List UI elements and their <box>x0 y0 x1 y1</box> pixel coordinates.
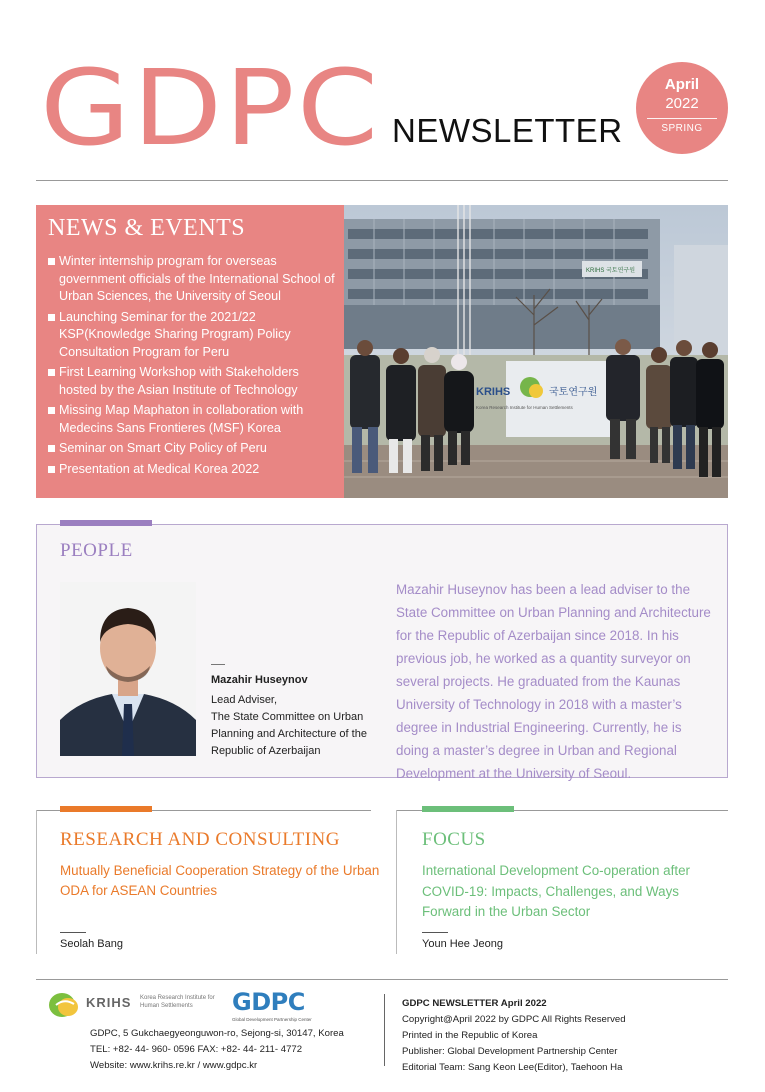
people-title: PEOPLE <box>60 540 133 561</box>
focus-author: Youn Hee Jeong <box>422 938 503 950</box>
focus-tab-bar <box>422 806 514 812</box>
research-title: RESEARCH AND CONSULTING <box>60 829 340 850</box>
research-article-link[interactable]: Mutually Beneficial Cooperation Strategy of the Urban ODA for ASEAN Countries <box>60 863 380 898</box>
focus-article-link[interactable]: International Development Co-operation after COVID-19: Impacts, Challenges, and Ways Forward in the Urban Sector <box>422 863 690 919</box>
research-author-divider <box>60 932 86 933</box>
bullet-square-icon <box>48 407 55 414</box>
footer-contact <box>90 1026 344 1074</box>
bullet-square-icon <box>48 258 55 265</box>
role-line: Republic of Azerbaijan <box>211 745 321 757</box>
krihs-logo-icon <box>48 990 82 1020</box>
news-events-title: NEWS & EVENTS <box>48 215 246 241</box>
focus-title: FOCUS <box>422 829 486 850</box>
footer-printed: Printed in the Republic of Korea <box>402 1030 538 1041</box>
footer-vertical-divider <box>384 994 385 1066</box>
research-side-rule <box>36 810 37 954</box>
issue-year: 2022 <box>665 95 699 112</box>
footer-publication-info <box>402 996 626 1076</box>
focus-side-rule <box>396 810 397 954</box>
masthead-divider <box>36 180 728 181</box>
news-item[interactable]: Winter internship program for overseas government officials of the International School of Urban Sciences, the University of Seoul <box>48 253 340 306</box>
news-item[interactable]: First Learning Workshop with Stakeholders hosted by the Asian Institute of Technology <box>48 364 340 399</box>
building-sign-text: KRIHS 국토연구원 <box>586 268 635 274</box>
gdpc-masthead-logo: GDPC <box>40 47 381 169</box>
news-item[interactable]: Seminar on Smart City Policy of Peru <box>48 440 340 458</box>
footer-publisher: Publisher: Global Development Partnership Center <box>402 1046 618 1057</box>
person-role <box>211 692 371 760</box>
portrait-illustration <box>60 582 196 756</box>
issue-season: SPRING <box>661 123 703 134</box>
group-photo-illustration <box>344 205 728 498</box>
footer-tel-fax: TEL: +82- 44- 960- 0596 FAX: +82- 44- 211- 4772 <box>90 1044 303 1055</box>
krihs-sign-brand: KRIHS <box>476 386 511 398</box>
news-item[interactable]: Presentation at Medical Korea 2022 <box>48 461 340 479</box>
footer-editorial: Editorial Team: Sang Keon Lee(Editor), Taehoon Ha <box>402 1062 623 1073</box>
focus-author-divider <box>422 932 448 933</box>
news-item[interactable]: Launching Seminar for the 2021/22 KSP(Knowledge Sharing Program) Policy Consultation Program for Peru <box>48 309 340 362</box>
group-photo-krihs <box>344 205 728 498</box>
footer-copyright: Copyright@April 2022 by GDPC All Rights Reserved <box>402 1014 626 1025</box>
issue-month: April <box>664 76 700 93</box>
bullet-square-icon <box>48 369 55 376</box>
role-line: Lead Adviser, <box>211 694 278 706</box>
footer-divider <box>36 979 728 980</box>
footer-address: GDPC, 5 Gukchaegyeonguwon-ro, Sejong-si, 30147, Korea <box>90 1028 344 1039</box>
bullet-square-icon <box>48 466 55 473</box>
footer-website-link[interactable]: Website: www.krihs.re.kr / www.gdpc.kr <box>90 1060 258 1071</box>
news-events-list <box>48 253 340 481</box>
role-line: Planning and Architecture of the <box>211 728 367 740</box>
gdpc-footer-subtitle: Global Development Partnership Center <box>232 1017 312 1022</box>
footer-newsletter-title: GDPC NEWSLETTER April 2022 <box>402 998 547 1009</box>
issue-date-badge <box>636 62 728 154</box>
portrait-photo <box>60 582 196 756</box>
bullet-square-icon <box>48 314 55 321</box>
news-events-panel <box>36 205 344 498</box>
people-tab-bar <box>60 520 152 526</box>
bullet-square-icon <box>48 445 55 452</box>
krihs-logo-text: KRIHS <box>86 995 132 1010</box>
research-tab-bar <box>60 806 152 812</box>
person-biography: Mazahir Huseynov has been a lead adviser to the State Committee on Urban Planning and Architecture for the Republic of Azerbaijan since 2018. In his previous job, he worked as a quantity surveyor on several projects. He graduated from the Kaunas University of Technology in 2018 with a master’s degree in Industrial Engineering. Currently, he is doing a master’s degree in Urban and Regional Development at the University of Seoul. <box>396 582 711 781</box>
research-author: Seolah Bang <box>60 938 123 950</box>
person-divider <box>211 664 225 665</box>
newsletter-title: NEWSLETTER <box>392 112 623 149</box>
krihs-sign-korean: 국토연구원 <box>549 387 598 398</box>
role-line: The State Committee on Urban <box>211 711 364 723</box>
gdpc-footer-logo: GDPC <box>232 988 305 1016</box>
badge-divider <box>647 118 717 119</box>
person-name: Mazahir Huseynov <box>211 674 308 686</box>
krihs-logo-subtitle: Korea Research Institute for Human Settlements <box>140 995 215 1009</box>
news-item[interactable]: Missing Map Maphaton in collaboration with Medecins Sans Frontieres (MSF) Korea <box>48 402 340 437</box>
krihs-sign-sub: Korea Research Institute for Human Settlements <box>476 405 573 410</box>
